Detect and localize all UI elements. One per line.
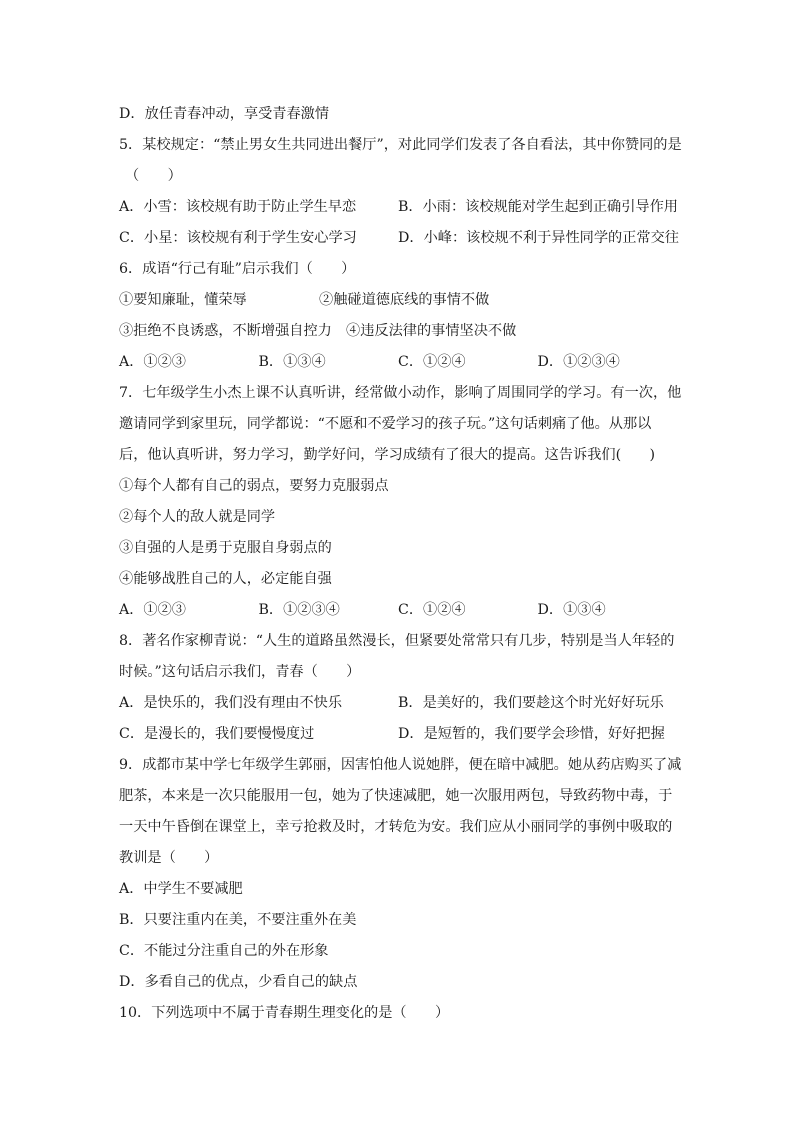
q5-option-b: B．小雨：该校规能对学生起到正确引导作用 <box>398 199 678 215</box>
q9-stem-line-4: 教训是（ ） <box>119 850 219 866</box>
q6-option-c: C．①②④ <box>398 354 466 370</box>
q5-answer-paren: （ ） <box>125 168 182 184</box>
q6-options-row <box>119 347 677 378</box>
q7-item-3: ③自强的人是勇于克服自身弱点的 <box>119 540 332 556</box>
q5-options-row-2 <box>119 223 677 254</box>
question-content <box>119 99 682 1029</box>
q9-option-d: D．多看自己的优点，少看自己的缺点 <box>119 974 358 990</box>
q6-items-row-2: ③拒绝不良诱惑，不断增强自控力 ④违反法律的事情坚决不做 <box>119 323 517 339</box>
q9-stem-line-3: 一天中午昏倒在课堂上，幸亏抢救及时，才转危为安。我们应从小丽同学的事例中吸取的 <box>119 819 673 835</box>
q9-stem-line-1: 9．成都市某中学七年级学生郭丽，因害怕他人说她胖，便在暗中减肥。她从药店购买了减 <box>119 757 682 773</box>
q8-option-d: D．是短暂的，我们要学会珍惜，好好把握 <box>398 726 665 742</box>
q7-stem-line-2: 邀请同学到家里玩，同学都说：“不愿和不爱学习的孩子玩。”这句话刺痛了他。从那以 <box>119 416 652 432</box>
q7-item-2: ②每个人的敌人就是同学 <box>119 509 276 525</box>
q9-option-c: C．不能过分注重自己的外在形象 <box>119 943 329 959</box>
q10-stem: 10．下列选项中不属于青春期生理变化的是（ ） <box>119 1005 450 1021</box>
q5-option-a: A．小雪：该校规有助于防止学生早恋 <box>119 199 357 215</box>
q8-options-row-1 <box>119 688 677 719</box>
q8-stem-line-1: 8．著名作家柳青说：“人生的道路虽然漫长，但紧要处常常只有几步，特别是当人年轻的 <box>119 633 675 649</box>
q7-stem-line-3: 后，他认真听讲，努力学习，勤学好问，学习成绩有了很大的提高。这告诉我们( ) <box>119 447 656 463</box>
q7-option-b: B．①②③④ <box>258 602 340 618</box>
q8-option-a: A．是快乐的，我们没有理由不快乐 <box>119 695 343 711</box>
q7-option-a: A．①②③ <box>119 602 186 618</box>
q9-stem-line-2: 肥茶，本来是一次只能服用一包，她为了快速减肥，她一次服用两包，导致药物中毒，于 <box>119 788 673 804</box>
q7-options-row <box>119 595 677 626</box>
q8-options-row-2 <box>119 719 677 750</box>
q6-item-1: ①要知廉耻，懂荣辱 <box>119 292 247 308</box>
q5-options-row-1 <box>119 192 677 223</box>
q7-option-d: D．①③④ <box>537 602 606 618</box>
q5-option-c: C．小星：该校规有利于学生安心学习 <box>119 230 357 246</box>
q5-stem: 5．某校规定：“禁止男女生共同进出餐厅”，对此同学们发表了各自看法，其中你赞同的是 <box>119 137 682 153</box>
q7-item-4: ④能够战胜自己的人，必定能自强 <box>119 571 332 587</box>
q8-option-b: B．是美好的，我们要趁这个时光好好玩乐 <box>398 695 664 711</box>
q6-option-d: D．①②③④ <box>537 354 620 370</box>
q6-option-b: B．①③④ <box>258 354 326 370</box>
q6-stem: 6．成语“行己有耻”启示我们（ ） <box>119 261 356 277</box>
q6-item-2: ②触碰道德底线的事情不做 <box>319 292 490 308</box>
q5-option-d: D．小峰：该校规不利于异性同学的正常交往 <box>398 230 679 246</box>
q7-stem-line-1: 7．七年级学生小杰上课不认真听讲，经常做小动作，影响了周围同学的学习。有一次，他 <box>119 385 682 401</box>
q7-item-1: ①每个人都有自己的弱点，要努力克服弱点 <box>119 478 389 494</box>
q6-items-row-1 <box>119 285 677 316</box>
q6-option-a: A．①②③ <box>119 354 186 370</box>
q9-option-a: A．中学生不要减肥 <box>119 881 243 897</box>
q4-option-d: D．放任青春冲动，享受青春激情 <box>119 106 330 122</box>
q9-option-b: B．只要注重内在美，不要注重外在美 <box>119 912 357 928</box>
q8-option-c: C．是漫长的，我们要慢慢度过 <box>119 726 315 742</box>
q8-stem-line-2: 时候。”这句话启示我们，青春（ ） <box>119 664 361 680</box>
q7-option-c: C．①②④ <box>398 602 466 618</box>
